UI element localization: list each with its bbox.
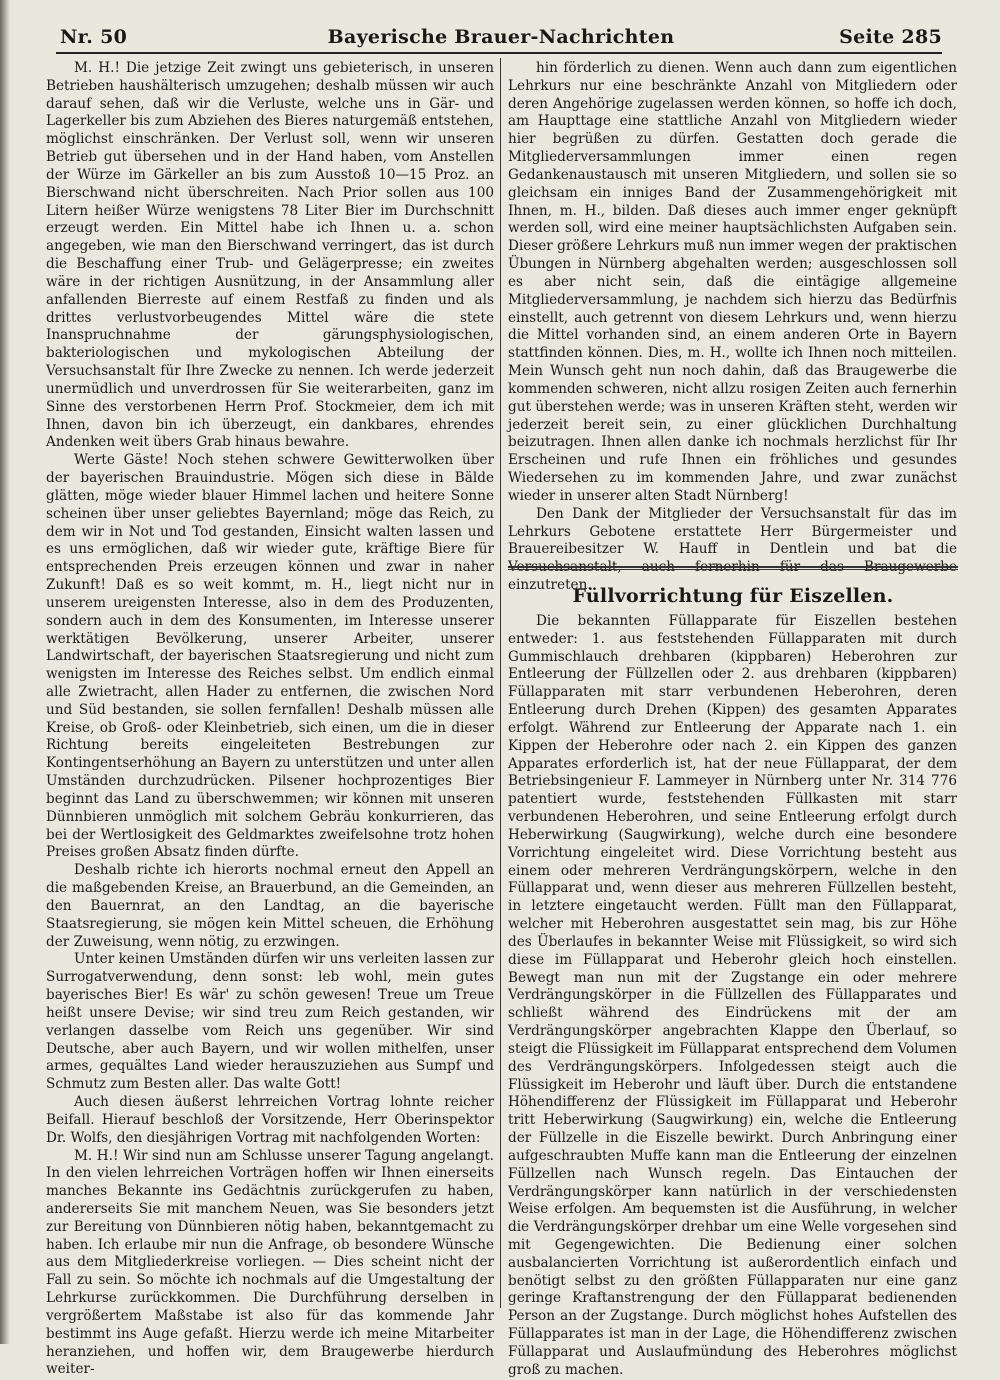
section-title: Füllvorrichtung für Eiszellen. bbox=[572, 585, 894, 607]
paragraph: Den Dank der Mitglieder der Versuchsanstalt für das im Lehrkurs Gebotene erstattete Herr Bürgermeister und Brauereibesitzer W. Hauff in Dentlein und bat die Versuchsanstalt, auch fernerhin für das Braugewerbe einzutreten. bbox=[508, 505, 957, 594]
issue-number: Nr. 50 bbox=[60, 26, 128, 48]
paragraph: Auch diesen äußerst lehrreichen Vortrag lohnte reicher Beifall. Hierauf beschloß der Vorsitzende, Herr Oberinspektor Dr. Wolfs, den diesjährigen Vortrag mit nachfolgenden Worten: bbox=[46, 1094, 494, 1146]
page-binding-edge bbox=[0, 0, 10, 1344]
journal-title: Bayerische Brauer-Nachrichten bbox=[327, 26, 675, 48]
section-rule bbox=[508, 566, 958, 568]
header-rule bbox=[56, 52, 942, 54]
paragraph: Die bekannten Füllapparate für Eiszellen bestehen entweder: 1. aus feststehenden Füllapparaten mit durch Gummischlauch drehbaren (kippbaren) Heberohren zur Entleerung der Füllzellen oder 2. aus drehbaren (kippbaren) Füllapparaten mit starr verbundenen Heberohren, deren Entleerung durch Drehen (Kippen) des gesamten Apparates erfolgt. Während zur Entleerung der Apparate nach 1. ein Kippen der Heberohre oder nach 2. ein Kippen des ganzen Apparates erforderlich ist, hat der neue Füllapparat, der dem Betriebsingenieur F. Lammeyer in Nürnberg unter Nr. 314 776 patentiert wurde, feststehenden Füllkasten mit starr verbundenen Heberohren, und seine Entleerung erfolgt durch Heberwirkung (Saugwirkung), welche durch eine besondere Vorrichtung eingeleitet wird. Diese Vorrichtung besteht aus einem oder mehreren Verdrängungskörpern, welche in den Füllapparat und, wenn dieser aus mehreren Füllzellen besteht, in letztere eingetaucht werden. Füllt man den Füllapparat, welcher mit Heberohren ausgestattet sein mag, bis zur Höhe des Überlaufes in bekannter Weise mit Flüssigkeit, so wird sich diese im Füllapparat und Heberohr gleich hoch einstellen. Bewegt man nun mit der Zugstange ein oder mehrere Verdrängungskörper in die Füllzellen des Füllapparates und schließt während des Eindrückens mit der am Verdrängungskörper angebrachten Klappe den Überlauf, so steigt die Flüssigkeit im Füllapparat entsprechend dem Volumen des Verdrängungskörpers. Infolgedessen steigt auch die Flüssigkeit im Heberohr und läuft über. Durch die entstandene Höhendifferenz der Flüssigkeit im Füllapparat und Heberohr tritt Heberwirkung (Saugwirkung) ein, welche die Entleerung der Füllzelle in die Eiszelle bewirkt. Durch Anbringung einer aufgeschraubten Muffe kann man die Entleerung der einzelnen Füllzellen nach Wunsch regeln. Das Eintauchen der Verdrängungskörper kann natürlich in der verschiedensten Weise erfolgen. Am bequemsten ist die Ausführung, in welcher die Verdrängungskörper drehbar um eine Welle vorgesehen sind mit Gegengewichten. Die Bedienung einer solchen ausbalancierten Vorrichtung ist außerordentlich einfach und benötigt selbst zu den größten Füllapparaten nur eine ganz geringe Kraftanstrengung der den Füllapparat bedienenden Person an der Zugstange. Durch möglichst hohes Aufstellen des Füllapparates ist man in der Lage, die Höhendifferenz zwischen Füllapparat und Auslaufmündung des Heberohres möglichst groß zu machen. bbox=[508, 613, 957, 1378]
paragraph: Deshalb richte ich hierorts nochmal erneut den Appell an die maßgebenden Kreise, an Brauerbund, an die Gemeinden, an den Bauernrat, an den Landtag, an die bayerische Staatsregierung, sie mögen kein Mittel scheuen, die Erhöhung der Zuweisung, wenn nötig, zu erzwingen. bbox=[46, 862, 494, 950]
page-number: Seite 285 bbox=[839, 26, 942, 48]
page-header bbox=[60, 26, 942, 50]
left-column bbox=[46, 60, 494, 1378]
paragraph: M. H.! Die jetzige Zeit zwingt uns gebieterisch, in unseren Betrieben haushälterisch umzugehen; deshalb müssen wir auch darauf sehen, daß wir die Verluste, welche uns in Gär- und Lagerkeller bis zum Abziehen des Bieres naturgemäß entstehen, möglichst einschränken. Der Verlust soll, wenn wir unseren Betrieb gut übersehen und in der Hand haben, vom Anstellen der Würze im Gärkeller an bis zum Ausstoß 10—15 Proz. an Bierschwand nicht überschreiten. Nach Prior sollen aus 100 Litern heißer Würze wenigstens 78 Liter Bier im Durchschnitt erzeugt werden. Ein Mittel habe ich Ihnen u. a. schon angegeben, wie man den Bierschwand verringert, das ist durch die Beschaffung einer Trub- und Gelägerpresse; ein zweites wäre in der richtigen Ausnützung, in der Ansammlung aller anfallenden Bierreste auf einem Restfaß zu finden und als drittes verlustvorbeugendes Mittel wäre die stete Inanspruchnahme der gärungsphysiologischen, bakteriologischen und mykologischen Abteilung der Versuchsanstalt für Ihre Zwecke zu nennen. Ich werde jederzeit unermüdlich und unverdrossen für Sie weiterarbeiten, ganz im Sinne des verstorbenen Herrn Prof. Stockmeier, dem ich mit Ihnen, davon bin ich überzeugt, ein dankbares, ehrendes Andenken weit übers Grab hinaus bewahre. bbox=[46, 60, 494, 451]
paragraph: Werte Gäste! Noch stehen schwere Gewitterwolken über der bayerischen Brauindustrie. Mögen sich diese in Bälde glätten, möge wieder blauer Himmel lachen und heitere Sonne scheinen über unser geliebtes Bayernland; möge das Reich, zu dem wir in Not und Tod gestanden, Einsicht walten lassen und es uns ermöglichen, daß wir wieder gute, kräftige Biere für entsprechenden Preis erzeugen können und zwar in naher Zukunft! Daß es so weit kommt, m. H., liegt nicht nur in unserem ureigensten Interesse, also in dem des Produzenten, sondern auch in dem des Konsumenten, im Interesse unserer werktätigen Bevölkerung, unserer Arbeiter, unserer Landwirtschaft, der bayerischen Staatsregierung und nicht zum wenigsten im Interesse des Reiches selbst. Um endlich einmal alle Zwietracht, allen Hader zu entfernen, die zwischen Nord und Süd bestanden, sie sollen fernfallen! Deshalb müssen alle Kreise, ob Groß- oder Kleinbetrieb, sich einen, um die in dieser Richtung bereits eingeleiteten Bestrebungen zur Kontingentserhöhung an Bayern zu unterstützen und unter allen Umständen durchzudrücken. Pilsener hochprozentiges Bier beginnt das Land zu überschwemmen; wir können mit unseren Dünnbieren unmöglich mit solchem Gebräu konkurrieren, das bei der Wertlosigkeit des Geldmarktes zweifelsohne trotz hohen Preises großen Absatz finden dürfte. bbox=[46, 452, 494, 861]
paragraph: M. H.! Wir sind nun am Schlusse unserer Tagung angelangt. In den vielen lehrreichen Vorträgen hoffen wir Ihnen einerseits manches Bekannte ins Gedächtnis zurückgerufen zu haben, andererseits Sie mit manchem Neuen, was Sie besonders jetzt zur Bereitung von Dünnbieren nötig haben, bekanntgemacht zu haben. Ich erlaube mir nun die Anfrage, ob besondere Wünsche aus dem Mitgliederkreise vorliegen. — Dies scheint nicht der Fall zu sein. So möchte ich nochmals auf die Umgestaltung der Lehrkurse zurückkommen. Die Durchführung derselben in vergrößertem Maßstabe ist also für das kommende Jahr bestimmt ins Auge gefaßt. Hierzu werde ich meine Mitarbeiter heranziehen, und hoffen wir, dem Braugewerbe hierdurch weiter- bbox=[46, 1147, 494, 1378]
paragraph: Unter keinen Umständen dürfen wir uns verleiten lassen zur Surrogatverwendung, denn sonst: leb wohl, mein gutes bayerisches Bier! Es wär' zu schön gewesen! Treue um Treue heißt unsere Devise; wir sind treu zum Reich gestanden, wir verlangen dasselbe vom Reich uns gegenüber. Wir sind Deutsche, aber auch Bayern, und wir wollen mithelfen, unser armes, gequältes Land wieder herauszuziehen aus Sumpf und Schmutz zum Besten aller. Das walte Gott! bbox=[46, 951, 494, 1093]
column-divider bbox=[500, 58, 501, 1308]
section-body bbox=[508, 613, 957, 1378]
paragraph: hin förderlich zu dienen. Wenn auch dann zum eigentlichen Lehrkurs nur eine beschränkte Anzahl von Mitgliedern oder deren Angehörige zugelassen werden können, so hoffe ich doch, am Haupttage eine stattliche Anzahl von Mitgliedern wieder hier begrüßen zu dürfen. Gestatten doch gerade die Mitgliederversammlungen immer einen regen Gedankenaustausch mit unseren Mitgliedern, und sollen sie so gleichsam ein inniges Band der Zusammengehörigkeit mit Ihnen, m. H., bilden. Daß dieses auch immer enger geknüpft werden soll, wird eine meiner hauptsächlichsten Aufgaben sein. Dieser größere Lehrkurs muß nun immer wegen der praktischen Übungen in Nürnberg abgehalten werden; ausgeschlossen soll es aber nicht sein, daß die eintägige allgemeine Mitgliederversammlung, je nachdem sich hierzu das Bedürfnis einstellt, auch getrennt von diesem Lehrkurs und, wenn hierzu die Mittel vorhanden sind, an einem anderen Orte in Bayern stattfinden können. Dies, m. H., wollte ich Ihnen noch mitteilen. Mein Wunsch geht nun noch dahin, daß das Braugewerbe die kommenden schweren, nicht allzu rosigen Zeiten auch fernerhin gut überstehen werde; was in unseren Kräften steht, werden wir jederzeit bereit sein, zu einer glücklichen Durchhaltung beizutragen. Ihnen allen danke ich nochmals herzlichst für Ihr Erscheinen und rufe Ihnen ein fröhliches und gesundes Wiedersehen zu im kommenden Jahre, und zwar zunächst wieder in unserer alten Stadt Nürnberg! bbox=[508, 60, 957, 504]
section-rule-thin bbox=[508, 569, 958, 570]
right-column-top bbox=[508, 60, 957, 594]
